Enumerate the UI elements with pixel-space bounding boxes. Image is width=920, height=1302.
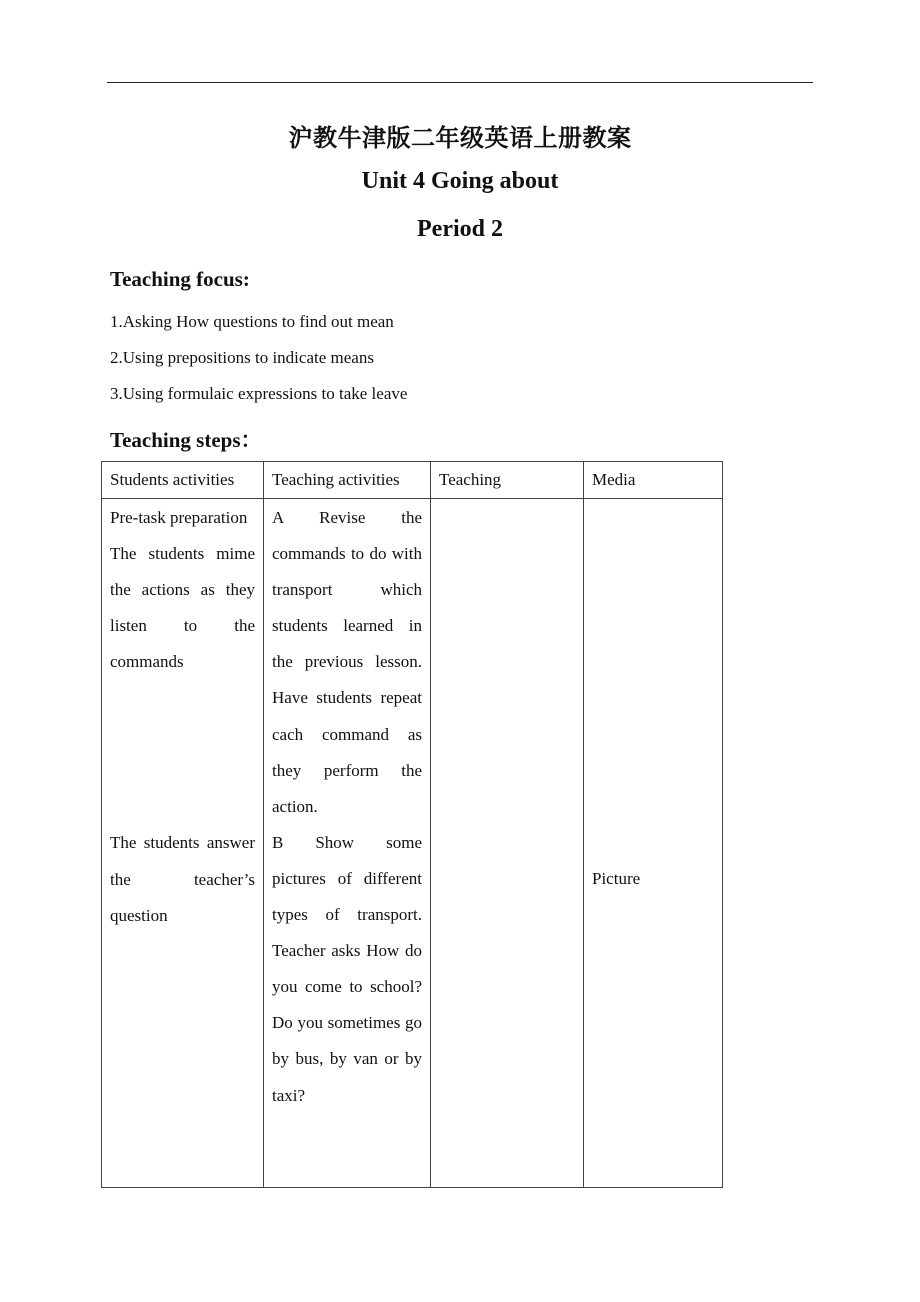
teaching-activity: B Show some pictures of different types of transport. Teacher asks How do you come to school? Do you sometimes go by bus, by van or by taxi?	[272, 832, 422, 1105]
spacer	[592, 500, 714, 861]
student-activity: The students mime the actions as they listen to the commands	[110, 544, 255, 672]
table-header-row	[102, 462, 723, 499]
media-cell	[584, 499, 723, 1188]
teaching-cell	[431, 499, 584, 1188]
table-row	[102, 499, 723, 1188]
column-header-students-activities: Students activities	[102, 462, 264, 499]
teaching-activities-cell	[264, 499, 431, 1188]
focus-item: 1.Asking How questions to find out mean	[110, 312, 394, 331]
focus-item: 2.Using prepositions to indicate means	[110, 348, 374, 367]
period-title: Period 2	[417, 216, 503, 242]
teaching-steps-heading: Teaching steps：	[110, 428, 262, 452]
stage-label: Pre-task preparation	[110, 508, 248, 527]
teaching-steps-table	[101, 461, 723, 1188]
students-activities-cell	[102, 499, 264, 1188]
column-header-teaching: Teaching	[431, 462, 584, 499]
focus-item: 3.Using formulaic expressions to take leave	[110, 384, 408, 403]
column-header-teaching-activities: Teaching activities	[264, 462, 431, 499]
student-activity: The students answer the teacher’s question	[110, 833, 255, 925]
media-item: Picture	[592, 869, 641, 888]
column-header-media: Media	[584, 462, 723, 499]
teaching-activity: A Revise the commands to do with transport which students learned in the previous lesson. Have students repeat cach command as they perform the action.	[272, 508, 422, 816]
header-rule	[107, 82, 813, 83]
document-title: 沪教牛津版二年级英语上册教案	[288, 124, 632, 152]
teaching-focus-heading: Teaching focus:	[110, 267, 250, 291]
unit-title: Unit 4 Going about	[361, 168, 559, 194]
spacer	[110, 680, 255, 825]
